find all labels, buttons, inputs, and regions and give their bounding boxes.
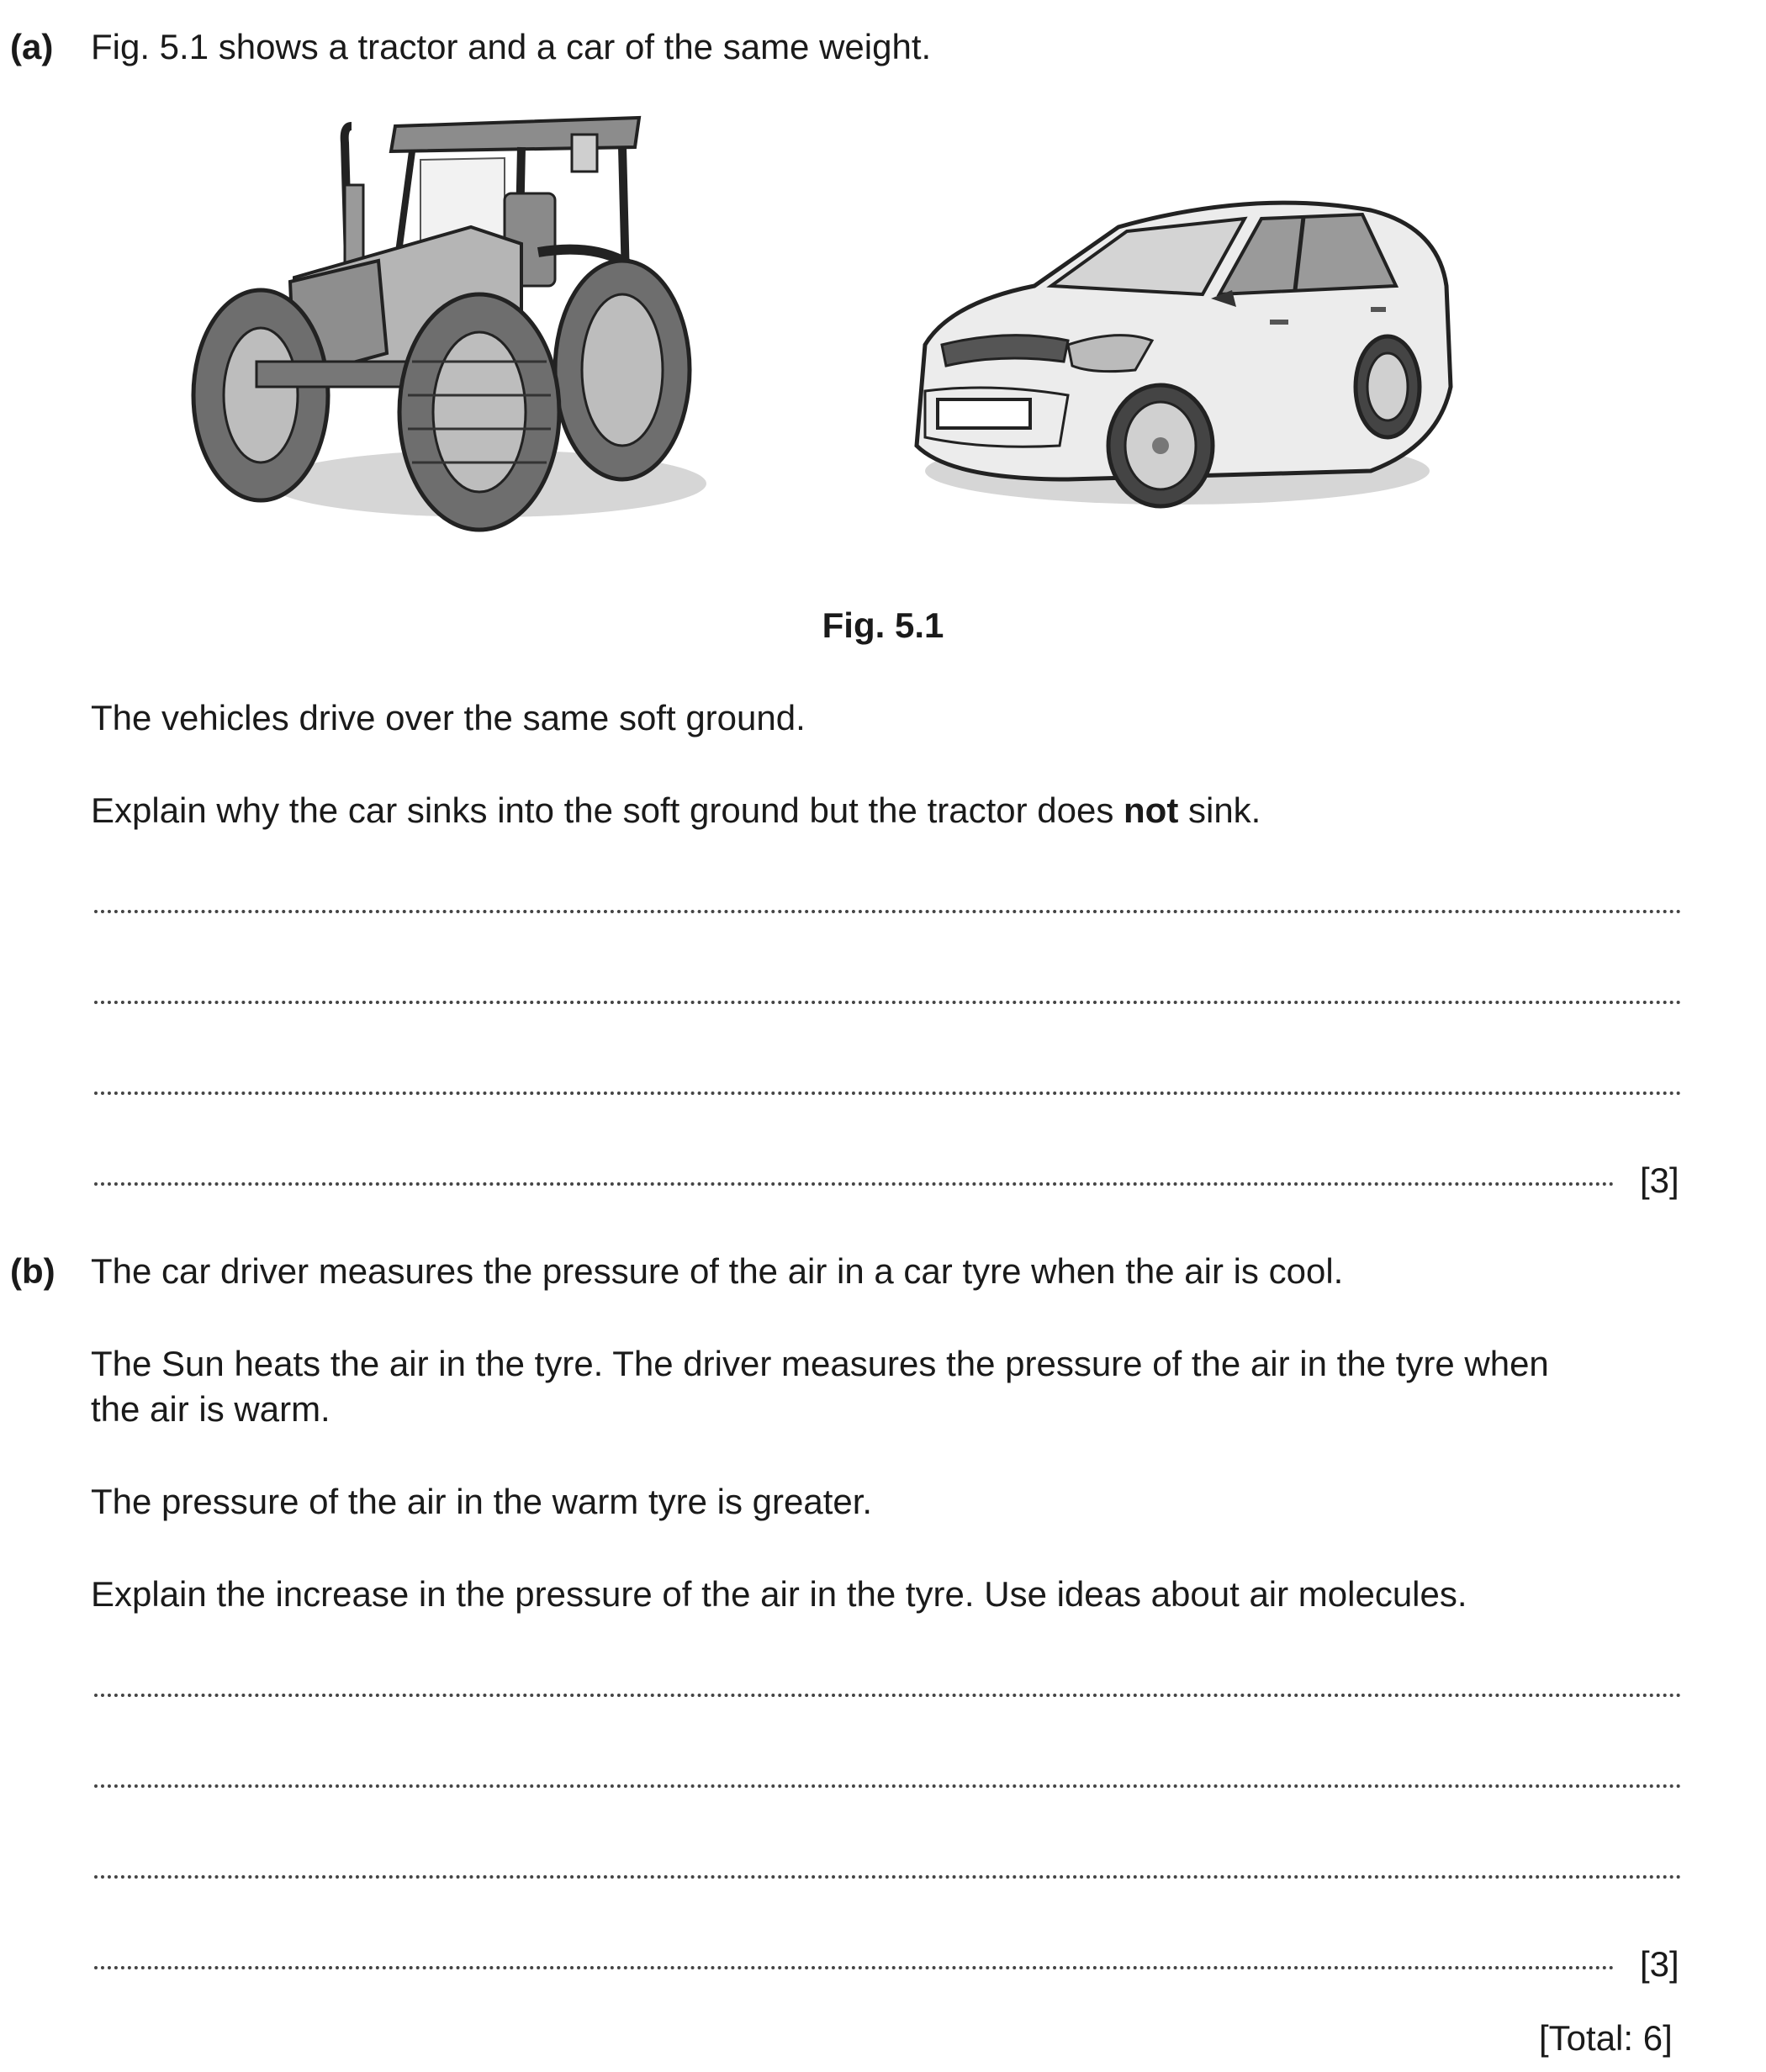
part-a-question	[91, 789, 1261, 832]
car-illustration	[900, 193, 1455, 530]
answer-line[interactable]	[94, 1784, 1682, 1788]
part-b-label: (b)	[10, 1251, 56, 1291]
answer-line[interactable]	[94, 1966, 1615, 1969]
total-marks: [Total: 6]	[1539, 2018, 1673, 2058]
marks-a: [3]	[1640, 1160, 1679, 1200]
part-b-text-2-cont: the air is warm.	[91, 1389, 330, 1429]
part-b-text-3: The pressure of the air in the warm tyre is greater.	[91, 1482, 873, 1521]
answer-line[interactable]	[94, 1694, 1682, 1697]
question-emphasis: not	[1124, 790, 1179, 830]
answer-line[interactable]	[94, 1182, 1615, 1186]
answer-line[interactable]	[94, 1001, 1682, 1004]
question-text-end: sink.	[1178, 790, 1261, 830]
tractor-illustration	[168, 109, 740, 538]
figure-caption: Fig. 5.1	[822, 605, 944, 645]
question-text-start: Explain why the car sinks into the soft ground but the tractor does	[91, 790, 1124, 830]
answer-line[interactable]	[94, 1875, 1682, 1879]
answer-line[interactable]	[94, 910, 1682, 913]
part-b-text-1: The car driver measures the pressure of the air in a car tyre when the air is cool.	[91, 1251, 1344, 1291]
part-a-label: (a)	[10, 27, 54, 66]
part-b-text-2: The Sun heats the air in the tyre. The driver measures the pressure of the air in the tyre when	[91, 1344, 1549, 1383]
part-a-intro: Fig. 5.1 shows a tractor and a car of the same weight.	[91, 27, 932, 66]
marks-b: [3]	[1640, 1944, 1679, 1984]
answer-line[interactable]	[94, 1092, 1682, 1095]
part-b-question: Explain the increase in the pressure of the air in the tyre. Use ideas about air molecules.	[91, 1574, 1467, 1614]
part-a-text: The vehicles drive over the same soft ground.	[91, 698, 806, 737]
